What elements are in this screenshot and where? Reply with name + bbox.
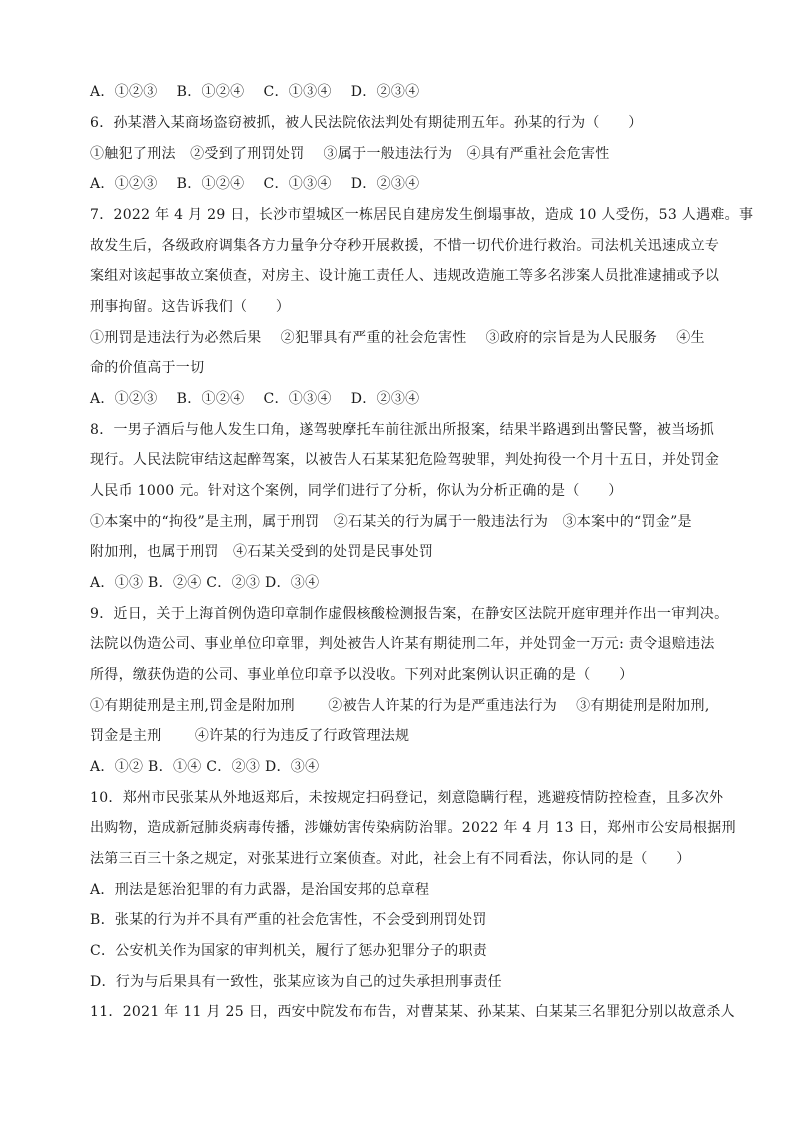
question-10-stem-1: 10．郑州市民张某从外地返郑后，未按规定扫码登记，刻意隐瞒行程，逃避疫情防控检查，且多次外: [90, 790, 724, 806]
answer-options-q8: A．①③ B．②④ C．②③ D．③④: [90, 575, 320, 591]
question-7-stem-3: 案组对该起事故立案侦查，对房主、设计施工责任人、违规改造施工等多名涉案人员批准逮捕或予以: [90, 268, 720, 284]
question-10-stem-3: 法第三百三十条之规定，对张某进行立案侦查。对此，社会上有不同看法，你认同的是（ ）: [90, 851, 691, 867]
question-8-stem-2: 现行。人民法院审结这起醉驾案，以被告人石某某犯危险驾驶罪，判处拘役一个月十五日，并处罚金: [90, 452, 720, 468]
option-10-a: A．刑法是惩治犯罪的有力武器，是治国安邦的总章程: [90, 882, 430, 898]
question-7-stem-4: 刑事拘留。这告诉我们（ ）: [90, 299, 291, 315]
question-7-stem-1: 7．2022 年 4 月 29 日，长沙市望城区一栋居民自建房发生倒塌事故，造成 10 人受伤，53 人遇难。事: [90, 207, 754, 223]
question-9-stem-1: 9．近日，关于上海首例伪造印章制作虚假核酸检测报告案，在静安区法院开庭审理并作出一审判决。: [90, 606, 729, 622]
question-8-statements-2: 附加刑，也属于刑罚 ④石某关受到的处罚是民事处罚: [90, 544, 434, 560]
question-9-stem-2: 法院以伪造公司、事业单位印章罪，判处被告人许某有期徒刑二年，并处罚金一万元: 责令退赔违法: [90, 636, 715, 652]
question-7-statements-1: ①刑罚是违法行为必然后果 ②犯罪具有严重的社会危害性 ③政府的宗旨是为人民服务 ④生: [90, 330, 705, 346]
question-6-stem: 6．孙某潜入某商场盗窃被抓，被人民法院依法判处有期徒刑五年。孙某的行为（ ）: [90, 115, 643, 131]
question-7-stem-2: 故发生后，各级政府调集各方力量争分夺秒开展救援，不惜一切代价进行救治。司法机关迅速成立专: [90, 238, 720, 254]
question-9-statements-2: 罚金是主刑 ④许某的行为违反了行政管理法规: [90, 728, 410, 744]
answer-options-q9: A．①② B．①④ C．②③ D．③④: [90, 759, 320, 775]
question-11-stem-1: 11．2021 年 11 月 25 日，西安中院发布布告，对曹某某、孙某某、白某某三名罪犯分别以故意杀人: [90, 1004, 735, 1020]
option-10-d: D．行为与后果具有一致性，张某应该为自己的过失承担刑事责任: [90, 974, 502, 990]
question-8-stem-1: 8．一男子酒后与他人发生口角，遂驾驶摩托车前往派出所报案，结果半路遇到出警民警，被当场抓: [90, 422, 715, 438]
option-10-b: B．张某的行为并不具有严重的社会危害性，不会受到刑罚处罚: [90, 912, 487, 928]
answer-options-q7: A．①②③ B．①②④ C．①③④ D．②③④: [90, 391, 420, 407]
question-10-stem-2: 出购物，造成新冠肺炎病毒传播，涉嫌妨害传染病防治罪。2022 年 4 月 13 日，郑州市公安局根据刑: [90, 820, 736, 836]
question-6-statements: ①触犯了刑法 ②受到了刑罚处罚 ③属于一般违法行为 ④具有严重社会危害性: [90, 146, 610, 162]
question-8-statements-1: ①本案中的“拘役”是主刑，属于刑罚 ②石某关的行为属于一般违法行为 ③本案中的“罚金”是: [90, 514, 692, 530]
question-8-stem-3: 人民币 1000 元。针对这个案例，同学们进行了分析，你认为分析正确的是（ ）: [90, 483, 623, 499]
answer-options-q6: A．①②③ B．①②④ C．①③④ D．②③④: [90, 176, 420, 192]
option-10-c: C．公安机关作为国家的审判机关，履行了惩办犯罪分子的职责: [90, 943, 488, 959]
question-9-stem-3: 所得，缴获伪造的公司、事业单位印章予以没收。下列对此案例认识正确的是（ ）: [90, 667, 634, 683]
answer-options-q5: A．①②③ B．①②④ C．①③④ D．②③④: [90, 84, 420, 100]
question-9-statements-1: ①有期徒刑是主刑,罚金是附加刑 ②被告人许某的行为是严重违法行为 ③有期徒刑是附加刑,: [90, 698, 710, 714]
question-7-statements-2: 命的价值高于一切: [90, 360, 205, 376]
